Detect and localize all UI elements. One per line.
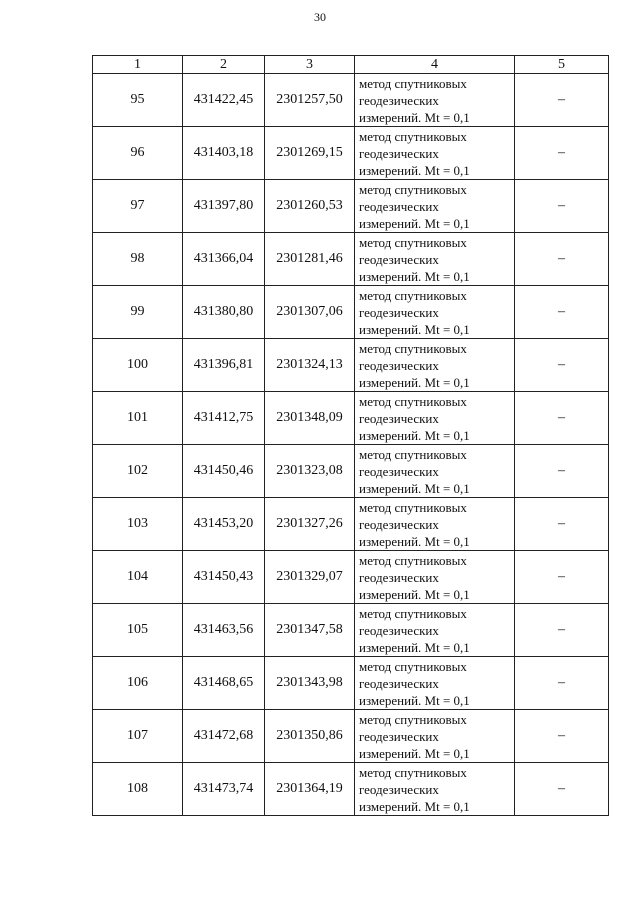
method-text-line: измерений. Mt = 0,1 (359, 480, 470, 496)
method-cell (355, 710, 515, 763)
method-text-line: геодезических (359, 357, 439, 373)
table-row (93, 392, 609, 445)
y-coordinate-cell: 2301348,09 (265, 392, 355, 445)
point-number-cell: 98 (93, 233, 183, 286)
method-cell (355, 74, 515, 127)
method-text-line: геодезических (359, 781, 439, 797)
x-coordinate-cell: 431380,80 (183, 286, 265, 339)
method-text-line: метод спутниковых (359, 340, 467, 356)
method-cell (355, 604, 515, 657)
method-text-line: измерений. Mt = 0,1 (359, 268, 470, 284)
y-coordinate-cell: 2301324,13 (265, 339, 355, 392)
x-coordinate-cell: 431453,20 (183, 498, 265, 551)
x-coordinate-cell: 431473,74 (183, 763, 265, 816)
header-col-4: 4 (355, 56, 515, 74)
method-text-line: измерений. Mt = 0,1 (359, 586, 470, 602)
method-text-line: метод спутниковых (359, 552, 467, 568)
table-row (93, 710, 609, 763)
note-cell: – (515, 74, 609, 127)
method-text-line: метод спутниковых (359, 75, 467, 91)
page-number: 30 (314, 10, 326, 24)
note-cell: – (515, 127, 609, 180)
method-text-line: измерений. Mt = 0,1 (359, 321, 470, 337)
table-row (93, 551, 609, 604)
point-number-cell: 100 (93, 339, 183, 392)
note-cell: – (515, 763, 609, 816)
method-text-line: геодезических (359, 145, 439, 161)
table-body (93, 74, 609, 816)
table-row (93, 657, 609, 710)
method-text-line: геодезических (359, 198, 439, 214)
method-text-line: геодезических (359, 463, 439, 479)
y-coordinate-cell: 2301260,53 (265, 180, 355, 233)
note-cell: – (515, 445, 609, 498)
y-coordinate-cell: 2301347,58 (265, 604, 355, 657)
note-cell: – (515, 392, 609, 445)
method-text-line: геодезических (359, 622, 439, 638)
method-text-line: метод спутниковых (359, 181, 467, 197)
y-coordinate-cell: 2301327,26 (265, 498, 355, 551)
method-text-line: геодезических (359, 516, 439, 532)
point-number-cell: 107 (93, 710, 183, 763)
table-row (93, 604, 609, 657)
method-text-line: измерений. Mt = 0,1 (359, 798, 470, 814)
point-number-cell: 106 (93, 657, 183, 710)
header-col-1: 1 (93, 56, 183, 74)
table-row (93, 286, 609, 339)
method-text-line: геодезических (359, 410, 439, 426)
method-text-line: метод спутниковых (359, 658, 467, 674)
method-cell (355, 339, 515, 392)
method-text-line: измерений. Mt = 0,1 (359, 215, 470, 231)
note-cell: – (515, 604, 609, 657)
table-row (93, 498, 609, 551)
note-cell: – (515, 286, 609, 339)
method-cell (355, 763, 515, 816)
header-col-3: 3 (265, 56, 355, 74)
method-cell (355, 286, 515, 339)
table-header-row (93, 56, 609, 74)
y-coordinate-cell: 2301257,50 (265, 74, 355, 127)
x-coordinate-cell: 431397,80 (183, 180, 265, 233)
method-text-line: измерений. Mt = 0,1 (359, 109, 470, 125)
method-text-line: метод спутниковых (359, 764, 467, 780)
point-number-cell: 108 (93, 763, 183, 816)
point-number-cell: 95 (93, 74, 183, 127)
method-cell (355, 445, 515, 498)
x-coordinate-cell: 431472,68 (183, 710, 265, 763)
note-cell: – (515, 180, 609, 233)
x-coordinate-cell: 431450,46 (183, 445, 265, 498)
x-coordinate-cell: 431468,65 (183, 657, 265, 710)
method-text-line: метод спутниковых (359, 605, 467, 621)
method-text-line: измерений. Mt = 0,1 (359, 692, 470, 708)
method-cell (355, 180, 515, 233)
table-row (93, 74, 609, 127)
method-text-line: метод спутниковых (359, 234, 467, 250)
y-coordinate-cell: 2301350,86 (265, 710, 355, 763)
method-text-line: измерений. Mt = 0,1 (359, 162, 470, 178)
method-text-line: метод спутниковых (359, 393, 467, 409)
method-text-line: геодезических (359, 728, 439, 744)
method-text-line: измерений. Mt = 0,1 (359, 639, 470, 655)
method-text-line: измерений. Mt = 0,1 (359, 427, 470, 443)
point-number-cell: 101 (93, 392, 183, 445)
header-col-2: 2 (183, 56, 265, 74)
point-number-cell: 96 (93, 127, 183, 180)
note-cell: – (515, 657, 609, 710)
table-row (93, 763, 609, 816)
method-text-line: геодезических (359, 251, 439, 267)
method-text-line: измерений. Mt = 0,1 (359, 745, 470, 761)
point-number-cell: 97 (93, 180, 183, 233)
method-cell (355, 233, 515, 286)
note-cell: – (515, 710, 609, 763)
note-cell: – (515, 498, 609, 551)
x-coordinate-cell: 431366,04 (183, 233, 265, 286)
x-coordinate-cell: 431450,43 (183, 551, 265, 604)
method-text-line: измерений. Mt = 0,1 (359, 374, 470, 390)
point-number-cell: 104 (93, 551, 183, 604)
y-coordinate-cell: 2301269,15 (265, 127, 355, 180)
method-cell (355, 392, 515, 445)
x-coordinate-cell: 431463,56 (183, 604, 265, 657)
point-number-cell: 103 (93, 498, 183, 551)
y-coordinate-cell: 2301281,46 (265, 233, 355, 286)
method-cell (355, 127, 515, 180)
method-text-line: метод спутниковых (359, 287, 467, 303)
method-cell (355, 498, 515, 551)
x-coordinate-cell: 431396,81 (183, 339, 265, 392)
method-text-line: метод спутниковых (359, 499, 467, 515)
method-text-line: метод спутниковых (359, 128, 467, 144)
table-row (93, 233, 609, 286)
method-text-line: измерений. Mt = 0,1 (359, 533, 470, 549)
table-row (93, 127, 609, 180)
method-text-line: геодезических (359, 92, 439, 108)
note-cell: – (515, 233, 609, 286)
x-coordinate-cell: 431412,75 (183, 392, 265, 445)
method-cell (355, 657, 515, 710)
method-text-line: геодезических (359, 304, 439, 320)
method-text-line: геодезических (359, 569, 439, 585)
y-coordinate-cell: 2301323,08 (265, 445, 355, 498)
note-cell: – (515, 339, 609, 392)
point-number-cell: 99 (93, 286, 183, 339)
point-number-cell: 105 (93, 604, 183, 657)
y-coordinate-cell: 2301343,98 (265, 657, 355, 710)
x-coordinate-cell: 431403,18 (183, 127, 265, 180)
y-coordinate-cell: 2301329,07 (265, 551, 355, 604)
point-number-cell: 102 (93, 445, 183, 498)
coordinates-table (92, 55, 609, 816)
method-text-line: геодезических (359, 675, 439, 691)
header-col-5: 5 (515, 56, 609, 74)
method-text-line: метод спутниковых (359, 446, 467, 462)
table-row (93, 445, 609, 498)
table-row (93, 180, 609, 233)
y-coordinate-cell: 2301364,19 (265, 763, 355, 816)
method-cell (355, 551, 515, 604)
table-row (93, 339, 609, 392)
y-coordinate-cell: 2301307,06 (265, 286, 355, 339)
x-coordinate-cell: 431422,45 (183, 74, 265, 127)
method-text-line: метод спутниковых (359, 711, 467, 727)
note-cell: – (515, 551, 609, 604)
